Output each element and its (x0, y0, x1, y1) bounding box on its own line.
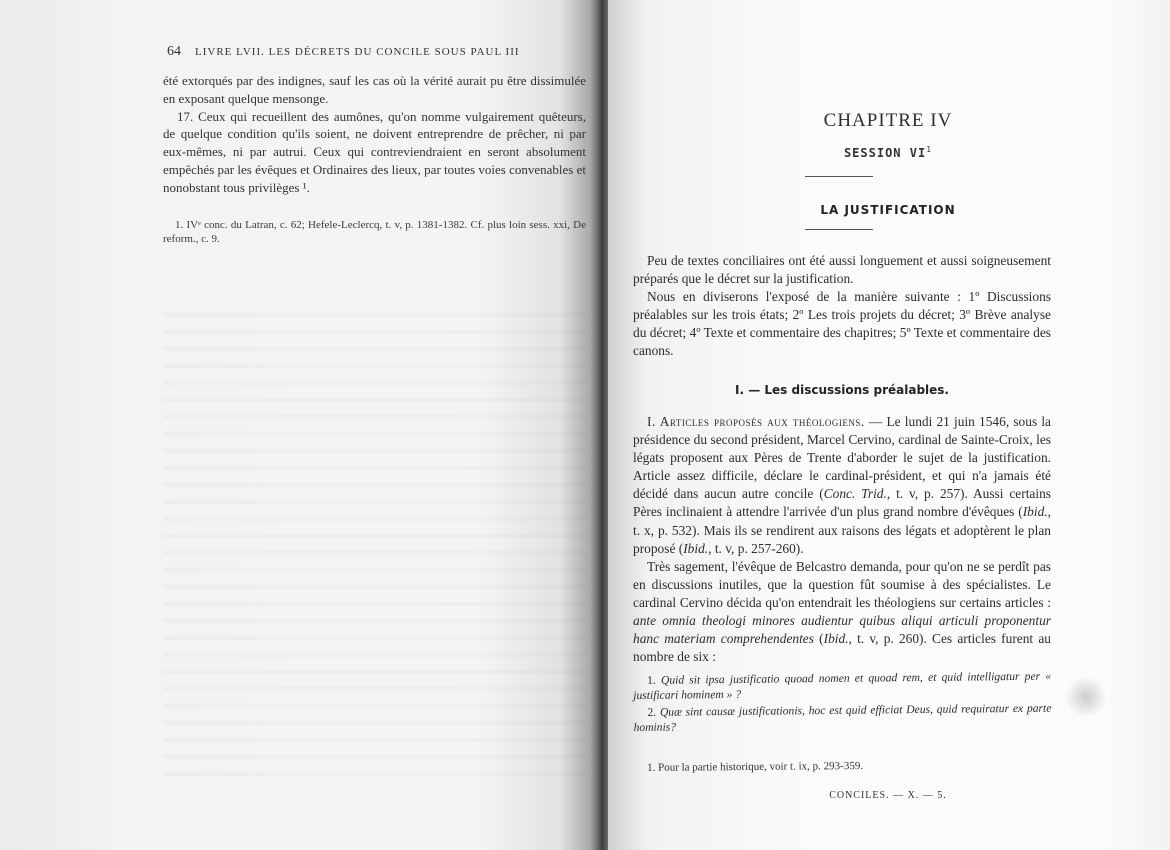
list-item (633, 702, 1051, 735)
divider (805, 229, 873, 230)
text-run: ( (813, 631, 824, 647)
item-number: 1. (646, 673, 656, 687)
text-run: , t. v, p. 260). Ces articles furent au nombre de six : (633, 631, 1051, 665)
list-item (633, 670, 1051, 703)
text-run: — Le lundi 21 juin 1546, sous la présidence du second président, Marcel Cervino, cardinal de Sainte-Croix, les légats proposent aux Pères de Trente d'aborder le sujet de la justification. Article assez difficile, déclare le cardinal-président, et qui n'a jamais été décidé dans aucun autre concile ( (633, 414, 1051, 502)
chapter-subtitle: LA JUSTIFICATION (820, 203, 956, 217)
footnote-text: 1. IVᵉ conc. du Latran, c. 62; Hefele-Leclercq, t. v, p. 1381-1382. Cf. plus loin sess. xxi, De reform., c. 9. (163, 219, 586, 245)
paragraph: 17. Ceux qui recueillent des aumônes, qu'on nomme vulgairement quêteurs, de quelque condition qu'ils soient, ne doivent entreprendre de prêcher, ni par eux-mêmes, ni par autrui. Ceux qui contreviendraient en seront absolument empêchés par les évêques et Ordinaires des lieux, par toutes voies convenables et nonobstant tous privilèges ¹. (163, 108, 586, 195)
chapter-title: CHAPITRE IV (823, 110, 953, 131)
article-list (633, 670, 1052, 738)
citation: Conc. Trid. (823, 486, 887, 502)
citation: Ibid. (823, 631, 849, 647)
session-label: SESSION VI (843, 146, 927, 160)
paragraph (633, 558, 1051, 667)
article-heading: I. Articles proposés aux théologiens. (647, 414, 865, 429)
paragraph (633, 413, 1051, 558)
citation: Ibid. (1022, 504, 1048, 520)
latin-quote: ante omnia theologi minores audientur quibus aliqui articuli proponentur hanc materiam comprehendentes (633, 613, 1051, 647)
item-text: Quæ sint causæ justificationis, hoc est quid efficiat Deus, quid requiratur ex parte hominis? (633, 701, 1052, 734)
paragraph: Peu de textes conciliaires ont été aussi longuement et aussi soigneusement préparés que le décret sur la justification. (633, 253, 1051, 286)
citation: Ibid. (683, 540, 709, 556)
running-head (167, 44, 587, 60)
footnote (633, 758, 1051, 774)
text-run: , t. x, p. 532). Mais ils se rendirent aux raisons des légats et adoptèrent le plan proposé ( (633, 504, 1051, 556)
right-page (608, 0, 1170, 850)
text-run: , t. v, p. 257). Aussi certains Pères inclinaient à attendre l'arrivée d'un plus grand nombre d'évêques ( (633, 486, 1051, 520)
left-page-body (163, 72, 586, 197)
item-text: Quid sit ipsa justificatio quoad nomen et quoad rem, et quid intelligatur per « justificari hominem » ? (633, 669, 1052, 702)
section-heading: I. — Les discussions préalables. (735, 383, 949, 397)
running-head-title: LIVRE LVII. LES DÉCRETS DU CONCILE SOUS PAUL III (195, 46, 520, 58)
divider (805, 176, 873, 177)
text-run: , t. v, p. 257-260). (708, 540, 804, 556)
footnote (163, 218, 586, 246)
ink-smudge (1063, 678, 1109, 716)
session-heading (738, 145, 1038, 160)
show-through-text (163, 300, 586, 780)
page-number: 64 (167, 44, 181, 59)
footnote-text: 1. Pour la partie historique, voir t. ix, p. 293-359. (646, 759, 864, 774)
item-number: 2. (647, 705, 657, 719)
paragraph: été extorqués par des indignes, sauf les cas où la vérité aurait pu être dissimulée en exposant quelque mensonge. (163, 73, 586, 106)
intro-text (633, 252, 1051, 360)
text-run: Très sagement, l'évêque de Belcastro demanda, pour qu'on ne se perdît pas en discussions inutiles, que la question fût soumise à des spécialistes. Le cardinal Cervino décida qu'on entendrait les théologiens sur certains articles : (633, 558, 1051, 610)
paragraph: Nous en diviserons l'exposé de la manière suivante : 1º Discussions préalables sur les trois états; 2º Les trois projets du décret; 3º Brève analyse du décret; 4º Texte et commentaire des chapitres; 5º Texte et commentaire des canons. (633, 289, 1051, 358)
body-text (633, 413, 1051, 666)
signature-mark: CONCILES. — X. — 5. (829, 790, 947, 801)
footnote-mark: 1 (926, 145, 933, 154)
